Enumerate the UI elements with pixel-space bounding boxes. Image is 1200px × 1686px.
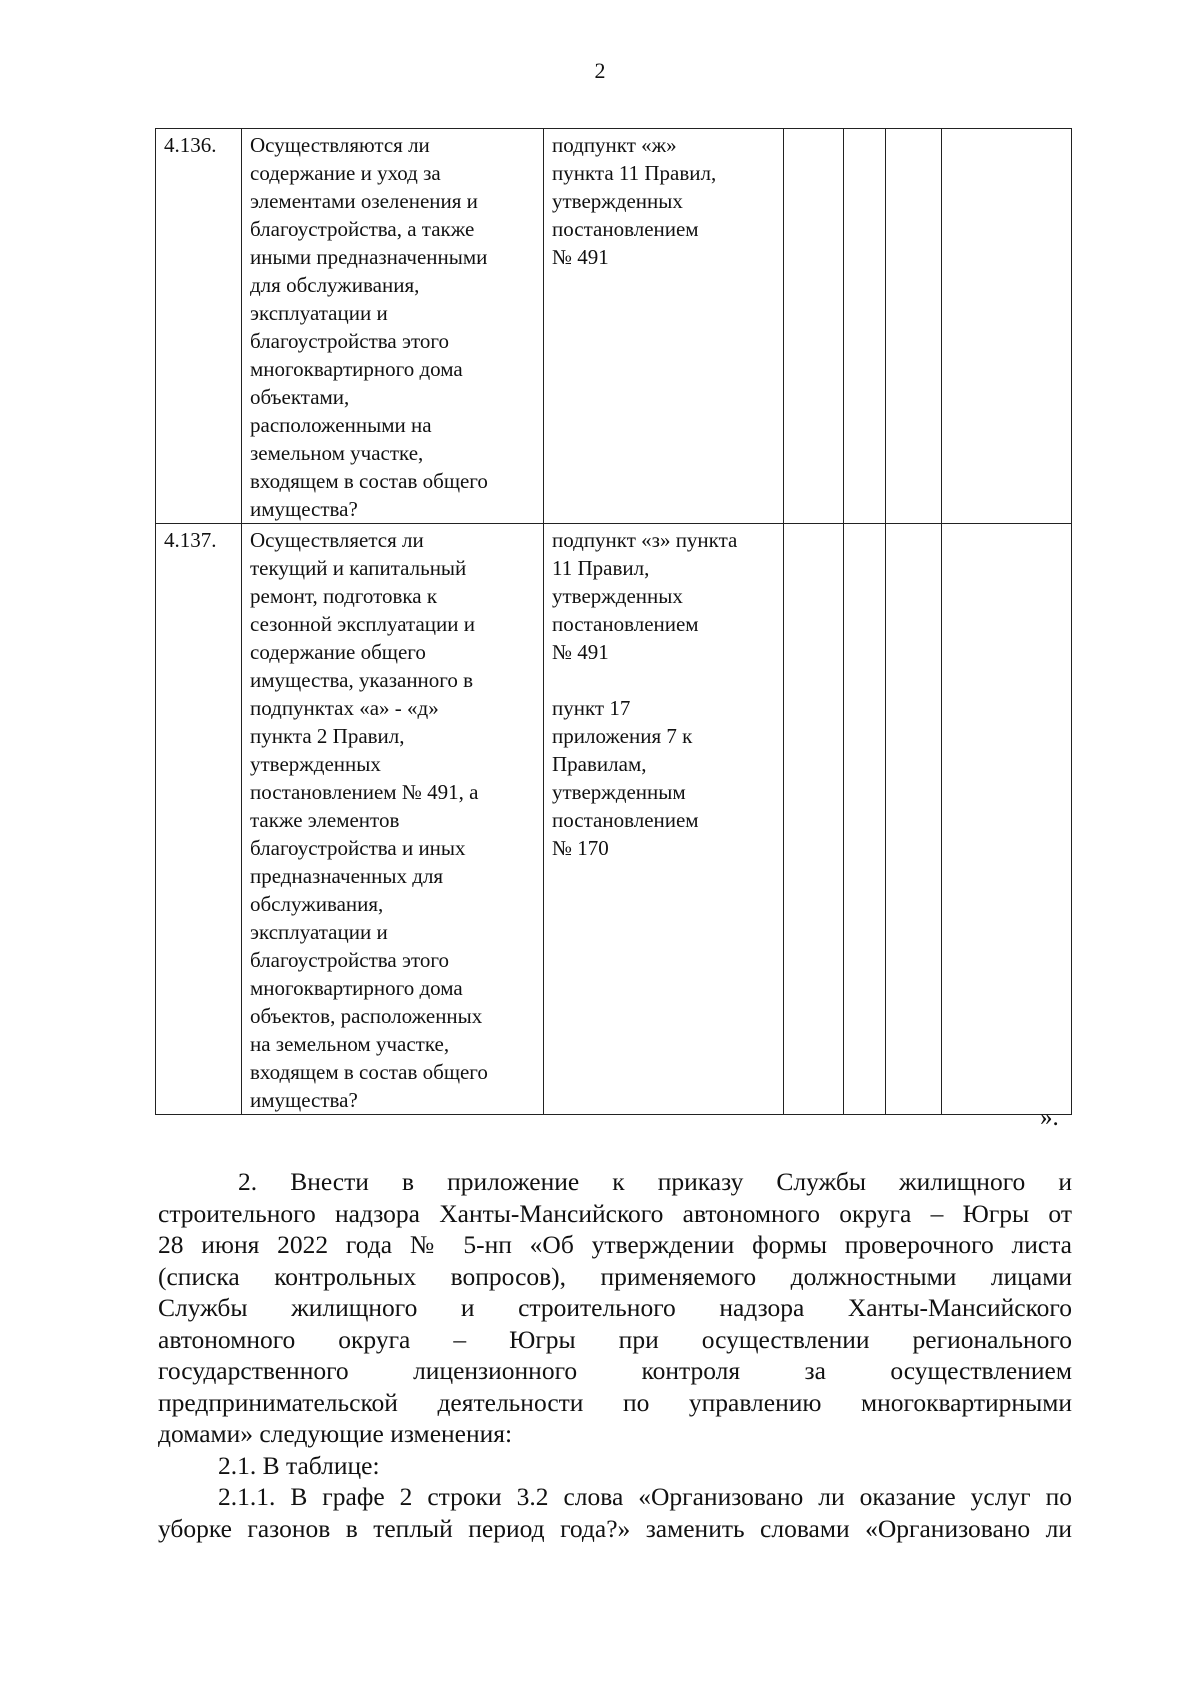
answer-cell-na [886, 524, 942, 1115]
closing-quote: ». [1040, 1104, 1059, 1131]
paragraph-line: Службы жилищного и строительного надзора Ханты-Мансийского [158, 1293, 1072, 1322]
answer-cell-yes [784, 129, 844, 524]
paragraph-line: 28 июня 2022 года № 5-нп «Об утверждении формы проверочного листа [158, 1230, 1072, 1259]
paragraph-line: автономного округа – Югры при осуществлении регионального [158, 1324, 1072, 1354]
body-text [158, 1166, 1072, 1544]
answer-cell-no [844, 129, 886, 524]
checklist-table [155, 128, 1072, 1115]
table-row [156, 524, 1072, 1115]
note-cell [942, 524, 1072, 1115]
paragraph-line: 2. Внести в приложение к приказу Службы жилищного и [238, 1167, 1072, 1196]
reference-cell: подпункт «з» пункта 11 Правил, утвержденных постановлением № 491 пункт 17 приложения 7 к Правилам, утвержденным постановлением № 170 [544, 524, 784, 1115]
paragraph-line: уборке газонов в теплый период года?» заменить словами «Организовано ли [158, 1513, 1072, 1543]
paragraph-line: 2.1.1. В графе 2 строки 3.2 слова «Организовано ли оказание услуг по [218, 1482, 1072, 1511]
paragraph-line: 2.1. В таблице: [218, 1450, 380, 1480]
row-number-cell: 4.137. [156, 524, 242, 1115]
answer-cell-no [844, 524, 886, 1115]
note-cell [942, 129, 1072, 524]
row-number-cell: 4.136. [156, 129, 242, 524]
paragraph-line: государственного лицензионного контроля за осуществлением [158, 1356, 1072, 1385]
reference-cell: подпункт «ж» пункта 11 Правил, утвержденных постановлением № 491 [544, 129, 784, 524]
answer-cell-na [886, 129, 942, 524]
paragraph-line: домами» следующие изменения: [158, 1419, 513, 1448]
page-number: 2 [594, 58, 606, 83]
paragraph-line: предпринимательской деятельности по управлению многоквартирными [158, 1387, 1072, 1417]
question-cell: Осуществляется ли текущий и капитальный ремонт, подготовка к сезонной эксплуатации и содержание общего имущества, указанного в подпунктах «а» - «д» пункта 2 Правил, утвержденных постановлением № 491, а также элементов благоустройства и иных предназначенных для обслуживания, эксплуатации и благоустройства этого многоквартирного дома объектов, расположенных на земельном участке, входящем в состав общего имущества? [242, 524, 544, 1115]
question-cell: Осуществляются ли содержание и уход за элементами озеленения и благоустройства, а также иными предназначенными для обслуживания, эксплуатации и благоустройства этого многоквартирного дома объектами, расположенными на земельном участке, входящем в состав общего имущества? [242, 129, 544, 524]
paragraph-line: (списка контрольных вопросов), применяемого должностными лицами [158, 1261, 1072, 1291]
answer-cell-yes [784, 524, 844, 1115]
paragraph-line: строительного надзора Ханты-Мансийского автономного округа – Югры от [158, 1198, 1072, 1228]
table-row [156, 129, 1072, 524]
